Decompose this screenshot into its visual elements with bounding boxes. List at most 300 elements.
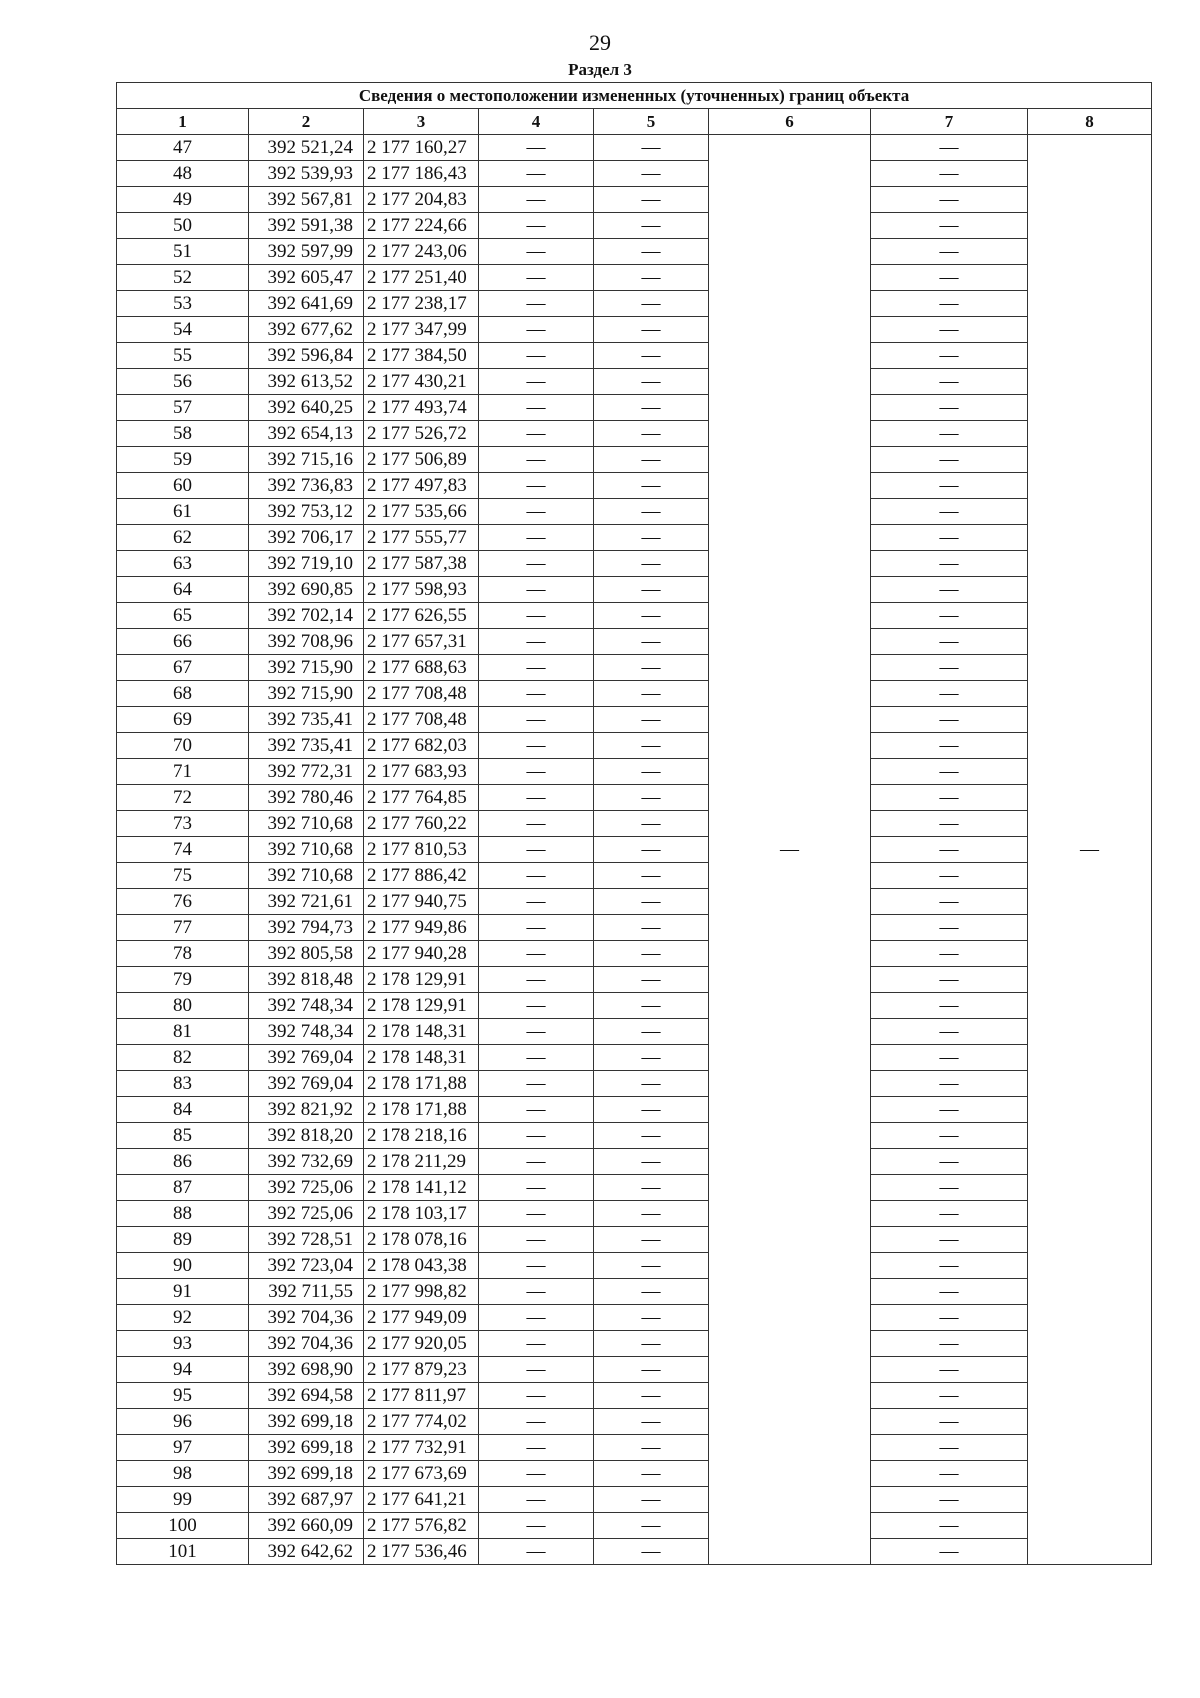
coordinate-y-cell: 2 177 774,02: [364, 1409, 479, 1435]
column-7-cell: —: [871, 187, 1028, 213]
point-number-cell: 77: [117, 915, 249, 941]
coordinate-y-cell: 2 177 186,43: [364, 161, 479, 187]
table-row: [117, 1149, 1152, 1175]
column-4-cell: —: [479, 187, 594, 213]
table-row: [117, 1123, 1152, 1149]
table-row: [117, 317, 1152, 343]
coordinate-x-cell: 392 613,52: [249, 369, 364, 395]
column-5-cell: —: [594, 499, 709, 525]
point-number-cell: 54: [117, 317, 249, 343]
column-4-cell: —: [479, 1305, 594, 1331]
coordinate-y-cell: 2 178 211,29: [364, 1149, 479, 1175]
point-number-cell: 74: [117, 837, 249, 863]
table-row: [117, 837, 1152, 863]
table-row: [117, 993, 1152, 1019]
point-number-cell: 91: [117, 1279, 249, 1305]
point-number-cell: 71: [117, 759, 249, 785]
column-header: 3: [364, 109, 479, 135]
table-row: [117, 967, 1152, 993]
table-row: [117, 577, 1152, 603]
point-number-cell: 95: [117, 1383, 249, 1409]
coordinate-x-cell: 392 721,61: [249, 889, 364, 915]
coordinate-y-cell: 2 177 251,40: [364, 265, 479, 291]
coordinate-x-cell: 392 642,62: [249, 1539, 364, 1565]
column-5-cell: —: [594, 1279, 709, 1305]
coordinate-x-cell: 392 723,04: [249, 1253, 364, 1279]
point-number-cell: 52: [117, 265, 249, 291]
point-number-cell: 80: [117, 993, 249, 1019]
column-5-cell: —: [594, 369, 709, 395]
coordinate-x-cell: 392 753,12: [249, 499, 364, 525]
column-4-cell: —: [479, 1357, 594, 1383]
column-header: 7: [871, 109, 1028, 135]
column-7-cell: —: [871, 1461, 1028, 1487]
coordinate-y-cell: 2 177 657,31: [364, 629, 479, 655]
coordinate-x-cell: 392 715,90: [249, 655, 364, 681]
point-number-cell: 92: [117, 1305, 249, 1331]
point-number-cell: 51: [117, 239, 249, 265]
table-row: [117, 1305, 1152, 1331]
column-5-cell: —: [594, 1409, 709, 1435]
table-row: [117, 1435, 1152, 1461]
column-4-cell: —: [479, 1461, 594, 1487]
column-5-cell: —: [594, 291, 709, 317]
column-4-cell: —: [479, 239, 594, 265]
point-number-cell: 62: [117, 525, 249, 551]
table-row: [117, 1201, 1152, 1227]
coordinate-y-cell: 2 178 141,12: [364, 1175, 479, 1201]
coordinate-x-cell: 392 641,69: [249, 291, 364, 317]
column-4-cell: —: [479, 1149, 594, 1175]
column-7-cell: —: [871, 889, 1028, 915]
coordinate-x-cell: 392 736,83: [249, 473, 364, 499]
column-5-cell: —: [594, 187, 709, 213]
column-5-cell: —: [594, 603, 709, 629]
column-5-cell: —: [594, 447, 709, 473]
table-row: [117, 1409, 1152, 1435]
point-number-cell: 82: [117, 1045, 249, 1071]
column-4-cell: —: [479, 161, 594, 187]
point-number-cell: 55: [117, 343, 249, 369]
point-number-cell: 53: [117, 291, 249, 317]
coordinate-x-cell: 392 694,58: [249, 1383, 364, 1409]
coordinate-y-cell: 2 178 129,91: [364, 967, 479, 993]
table-row: [117, 811, 1152, 837]
point-number-cell: 47: [117, 135, 249, 161]
column-5-cell: —: [594, 525, 709, 551]
coordinate-y-cell: 2 178 043,38: [364, 1253, 479, 1279]
column-7-cell: —: [871, 473, 1028, 499]
point-number-cell: 90: [117, 1253, 249, 1279]
column-5-cell: —: [594, 889, 709, 915]
column-4-cell: —: [479, 447, 594, 473]
column-4-cell: —: [479, 1253, 594, 1279]
column-5-cell: —: [594, 915, 709, 941]
column-4-cell: —: [479, 941, 594, 967]
column-4-cell: —: [479, 291, 594, 317]
table-row: [117, 915, 1152, 941]
column-5-cell: —: [594, 655, 709, 681]
point-number-cell: 66: [117, 629, 249, 655]
coordinate-y-cell: 2 177 160,27: [364, 135, 479, 161]
coordinate-x-cell: 392 821,92: [249, 1097, 364, 1123]
point-number-cell: 60: [117, 473, 249, 499]
point-number-cell: 65: [117, 603, 249, 629]
coordinate-y-cell: 2 177 760,22: [364, 811, 479, 837]
coordinate-y-cell: 2 177 555,77: [364, 525, 479, 551]
column-4-cell: —: [479, 1123, 594, 1149]
point-number-cell: 59: [117, 447, 249, 473]
column-7-cell: —: [871, 265, 1028, 291]
column-8-merged-cell: —: [1028, 135, 1152, 1565]
table-row: [117, 1175, 1152, 1201]
column-4-cell: —: [479, 1045, 594, 1071]
column-7-cell: —: [871, 1123, 1028, 1149]
point-number-cell: 79: [117, 967, 249, 993]
point-number-cell: 100: [117, 1513, 249, 1539]
coordinate-x-cell: 392 715,16: [249, 447, 364, 473]
point-number-cell: 99: [117, 1487, 249, 1513]
column-7-cell: —: [871, 1175, 1028, 1201]
coordinate-x-cell: 392 521,24: [249, 135, 364, 161]
coordinate-y-cell: 2 177 641,21: [364, 1487, 479, 1513]
column-7-cell: —: [871, 1409, 1028, 1435]
column-7-cell: —: [871, 1539, 1028, 1565]
column-4-cell: —: [479, 421, 594, 447]
point-number-cell: 88: [117, 1201, 249, 1227]
coordinate-x-cell: 392 769,04: [249, 1071, 364, 1097]
column-5-cell: —: [594, 1305, 709, 1331]
column-7-cell: —: [871, 707, 1028, 733]
point-number-cell: 48: [117, 161, 249, 187]
column-header: 6: [709, 109, 871, 135]
table-row: [117, 551, 1152, 577]
column-5-cell: —: [594, 993, 709, 1019]
column-7-cell: —: [871, 1279, 1028, 1305]
coordinate-x-cell: 392 780,46: [249, 785, 364, 811]
column-5-cell: —: [594, 863, 709, 889]
column-header: 4: [479, 109, 594, 135]
coordinate-y-cell: 2 177 576,82: [364, 1513, 479, 1539]
table-row: [117, 863, 1152, 889]
column-7-cell: —: [871, 213, 1028, 239]
table-row: [117, 941, 1152, 967]
table-row: [117, 1539, 1152, 1565]
coordinate-x-cell: 392 710,68: [249, 837, 364, 863]
point-number-cell: 49: [117, 187, 249, 213]
coordinate-x-cell: 392 805,58: [249, 941, 364, 967]
column-7-cell: —: [871, 837, 1028, 863]
coordinate-y-cell: 2 177 430,21: [364, 369, 479, 395]
coordinate-y-cell: 2 177 940,75: [364, 889, 479, 915]
column-5-cell: —: [594, 395, 709, 421]
table-row: [117, 525, 1152, 551]
point-number-cell: 78: [117, 941, 249, 967]
table-row: [117, 1253, 1152, 1279]
coordinate-x-cell: 392 677,62: [249, 317, 364, 343]
column-5-cell: —: [594, 1539, 709, 1565]
column-7-cell: —: [871, 551, 1028, 577]
column-5-cell: —: [594, 1201, 709, 1227]
column-5-cell: —: [594, 551, 709, 577]
column-7-cell: —: [871, 525, 1028, 551]
table-row: [117, 1227, 1152, 1253]
column-7-cell: —: [871, 785, 1028, 811]
column-5-cell: —: [594, 577, 709, 603]
column-7-cell: —: [871, 1097, 1028, 1123]
column-header: 5: [594, 109, 709, 135]
column-5-cell: —: [594, 265, 709, 291]
column-4-cell: —: [479, 1071, 594, 1097]
coordinate-x-cell: 392 769,04: [249, 1045, 364, 1071]
column-7-cell: —: [871, 161, 1028, 187]
table-row: [117, 1045, 1152, 1071]
coordinate-x-cell: 392 715,90: [249, 681, 364, 707]
column-7-cell: —: [871, 1305, 1028, 1331]
coordinate-y-cell: 2 177 688,63: [364, 655, 479, 681]
column-7-cell: —: [871, 1019, 1028, 1045]
column-4-cell: —: [479, 1409, 594, 1435]
coordinate-x-cell: 392 735,41: [249, 733, 364, 759]
coordinate-y-cell: 2 178 148,31: [364, 1045, 479, 1071]
table-row: [117, 343, 1152, 369]
column-7-cell: —: [871, 733, 1028, 759]
table-row: [117, 603, 1152, 629]
column-4-cell: —: [479, 1175, 594, 1201]
table-row: [117, 707, 1152, 733]
point-number-cell: 87: [117, 1175, 249, 1201]
coordinate-x-cell: 392 687,97: [249, 1487, 364, 1513]
column-header: 2: [249, 109, 364, 135]
coordinate-y-cell: 2 177 238,17: [364, 291, 479, 317]
table-row: [117, 629, 1152, 655]
coordinate-y-cell: 2 177 204,83: [364, 187, 479, 213]
column-5-cell: —: [594, 1045, 709, 1071]
coordinate-x-cell: 392 704,36: [249, 1331, 364, 1357]
coordinate-x-cell: 392 702,14: [249, 603, 364, 629]
column-5-cell: —: [594, 1357, 709, 1383]
coordinate-y-cell: 2 177 506,89: [364, 447, 479, 473]
coordinate-x-cell: 392 719,10: [249, 551, 364, 577]
column-7-cell: —: [871, 1435, 1028, 1461]
column-7-cell: —: [871, 1253, 1028, 1279]
column-7-cell: —: [871, 1383, 1028, 1409]
column-5-cell: —: [594, 707, 709, 733]
coordinate-y-cell: 2 178 218,16: [364, 1123, 479, 1149]
coordinate-y-cell: 2 178 148,31: [364, 1019, 479, 1045]
point-number-cell: 86: [117, 1149, 249, 1175]
column-5-cell: —: [594, 135, 709, 161]
column-4-cell: —: [479, 1097, 594, 1123]
coordinate-x-cell: 392 539,93: [249, 161, 364, 187]
point-number-cell: 85: [117, 1123, 249, 1149]
coordinate-y-cell: 2 177 732,91: [364, 1435, 479, 1461]
point-number-cell: 76: [117, 889, 249, 915]
column-5-cell: —: [594, 837, 709, 863]
column-6-merged-cell: —: [709, 135, 871, 1565]
column-5-cell: —: [594, 1513, 709, 1539]
column-4-cell: —: [479, 889, 594, 915]
column-7-cell: —: [871, 1487, 1028, 1513]
table-row: [117, 733, 1152, 759]
coordinate-x-cell: 392 818,48: [249, 967, 364, 993]
coordinate-x-cell: 392 597,99: [249, 239, 364, 265]
coordinate-x-cell: 392 640,25: [249, 395, 364, 421]
column-4-cell: —: [479, 499, 594, 525]
coordinate-x-cell: 392 710,68: [249, 863, 364, 889]
column-5-cell: —: [594, 759, 709, 785]
column-7-cell: —: [871, 655, 1028, 681]
table-row: [117, 1019, 1152, 1045]
coordinate-x-cell: 392 699,18: [249, 1461, 364, 1487]
coordinate-y-cell: 2 177 243,06: [364, 239, 479, 265]
column-4-cell: —: [479, 629, 594, 655]
column-7-cell: —: [871, 759, 1028, 785]
coordinate-y-cell: 2 177 536,46: [364, 1539, 479, 1565]
column-5-cell: —: [594, 161, 709, 187]
coordinate-x-cell: 392 698,90: [249, 1357, 364, 1383]
coordinate-x-cell: 392 567,81: [249, 187, 364, 213]
column-5-cell: —: [594, 1487, 709, 1513]
column-header: 1: [117, 109, 249, 135]
column-5-cell: —: [594, 1253, 709, 1279]
coordinate-y-cell: 2 177 224,66: [364, 213, 479, 239]
column-5-cell: —: [594, 317, 709, 343]
column-5-cell: —: [594, 421, 709, 447]
column-7-cell: —: [871, 499, 1028, 525]
point-number-cell: 64: [117, 577, 249, 603]
point-number-cell: 67: [117, 655, 249, 681]
table-row: [117, 1357, 1152, 1383]
column-7-cell: —: [871, 447, 1028, 473]
column-4-cell: —: [479, 1539, 594, 1565]
column-4-cell: —: [479, 707, 594, 733]
column-4-cell: —: [479, 1019, 594, 1045]
point-number-cell: 73: [117, 811, 249, 837]
column-7-cell: —: [871, 603, 1028, 629]
coordinate-y-cell: 2 177 384,50: [364, 343, 479, 369]
coordinate-y-cell: 2 177 683,93: [364, 759, 479, 785]
column-4-cell: —: [479, 733, 594, 759]
column-5-cell: —: [594, 1461, 709, 1487]
coordinate-x-cell: 392 591,38: [249, 213, 364, 239]
column-4-cell: —: [479, 811, 594, 837]
column-4-cell: —: [479, 863, 594, 889]
coordinate-x-cell: 392 711,55: [249, 1279, 364, 1305]
table-row: [117, 1279, 1152, 1305]
table-row: [117, 421, 1152, 447]
column-4-cell: —: [479, 473, 594, 499]
column-5-cell: —: [594, 811, 709, 837]
point-number-cell: 61: [117, 499, 249, 525]
coordinate-y-cell: 2 177 347,99: [364, 317, 479, 343]
table-row: [117, 889, 1152, 915]
column-4-cell: —: [479, 135, 594, 161]
header-row: [117, 109, 1152, 135]
coordinate-x-cell: 392 654,13: [249, 421, 364, 447]
point-number-cell: 69: [117, 707, 249, 733]
coordinate-x-cell: 392 605,47: [249, 265, 364, 291]
column-4-cell: —: [479, 369, 594, 395]
table-row: [117, 1097, 1152, 1123]
column-5-cell: —: [594, 239, 709, 265]
coordinate-x-cell: 392 728,51: [249, 1227, 364, 1253]
coordinate-x-cell: 392 735,41: [249, 707, 364, 733]
point-number-cell: 63: [117, 551, 249, 577]
column-4-cell: —: [479, 655, 594, 681]
table-row: [117, 785, 1152, 811]
table-row: [117, 187, 1152, 213]
column-4-cell: —: [479, 551, 594, 577]
coordinate-y-cell: 2 177 493,74: [364, 395, 479, 421]
column-5-cell: —: [594, 785, 709, 811]
column-5-cell: —: [594, 629, 709, 655]
table-row: [117, 759, 1152, 785]
column-7-cell: —: [871, 993, 1028, 1019]
coordinate-y-cell: 2 177 673,69: [364, 1461, 479, 1487]
column-4-cell: —: [479, 1331, 594, 1357]
column-5-cell: —: [594, 1175, 709, 1201]
column-4-cell: —: [479, 1487, 594, 1513]
point-number-cell: 101: [117, 1539, 249, 1565]
table-row: [117, 239, 1152, 265]
column-4-cell: —: [479, 681, 594, 707]
column-7-cell: —: [871, 369, 1028, 395]
table-body: [117, 135, 1152, 1565]
point-number-cell: 72: [117, 785, 249, 811]
column-4-cell: —: [479, 1513, 594, 1539]
column-5-cell: —: [594, 733, 709, 759]
column-7-cell: —: [871, 1045, 1028, 1071]
point-number-cell: 94: [117, 1357, 249, 1383]
column-5-cell: —: [594, 473, 709, 499]
table-row: [117, 395, 1152, 421]
point-number-cell: 57: [117, 395, 249, 421]
page-number: 29: [589, 30, 611, 55]
coordinate-y-cell: 2 178 103,17: [364, 1201, 479, 1227]
table-caption: Сведения о местоположении измененных (уточненных) границ объекта: [117, 83, 1152, 109]
point-number-cell: 50: [117, 213, 249, 239]
point-number-cell: 68: [117, 681, 249, 707]
column-7-cell: —: [871, 941, 1028, 967]
column-5-cell: —: [594, 1383, 709, 1409]
column-4-cell: —: [479, 785, 594, 811]
point-number-cell: 96: [117, 1409, 249, 1435]
column-5-cell: —: [594, 1123, 709, 1149]
table-row: [117, 447, 1152, 473]
column-4-cell: —: [479, 343, 594, 369]
column-7-cell: —: [871, 1513, 1028, 1539]
column-7-cell: —: [871, 395, 1028, 421]
coordinate-x-cell: 392 748,34: [249, 993, 364, 1019]
column-7-cell: —: [871, 811, 1028, 837]
coordinate-y-cell: 2 177 708,48: [364, 681, 479, 707]
column-5-cell: —: [594, 1019, 709, 1045]
column-7-cell: —: [871, 915, 1028, 941]
table-row: [117, 1487, 1152, 1513]
column-5-cell: —: [594, 1071, 709, 1097]
column-5-cell: —: [594, 1331, 709, 1357]
column-4-cell: —: [479, 837, 594, 863]
column-5-cell: —: [594, 1227, 709, 1253]
coordinate-y-cell: 2 178 078,16: [364, 1227, 479, 1253]
column-7-cell: —: [871, 135, 1028, 161]
column-4-cell: —: [479, 395, 594, 421]
column-4-cell: —: [479, 1383, 594, 1409]
column-7-cell: —: [871, 317, 1028, 343]
column-7-cell: —: [871, 967, 1028, 993]
coordinates-table: [116, 82, 1152, 1565]
